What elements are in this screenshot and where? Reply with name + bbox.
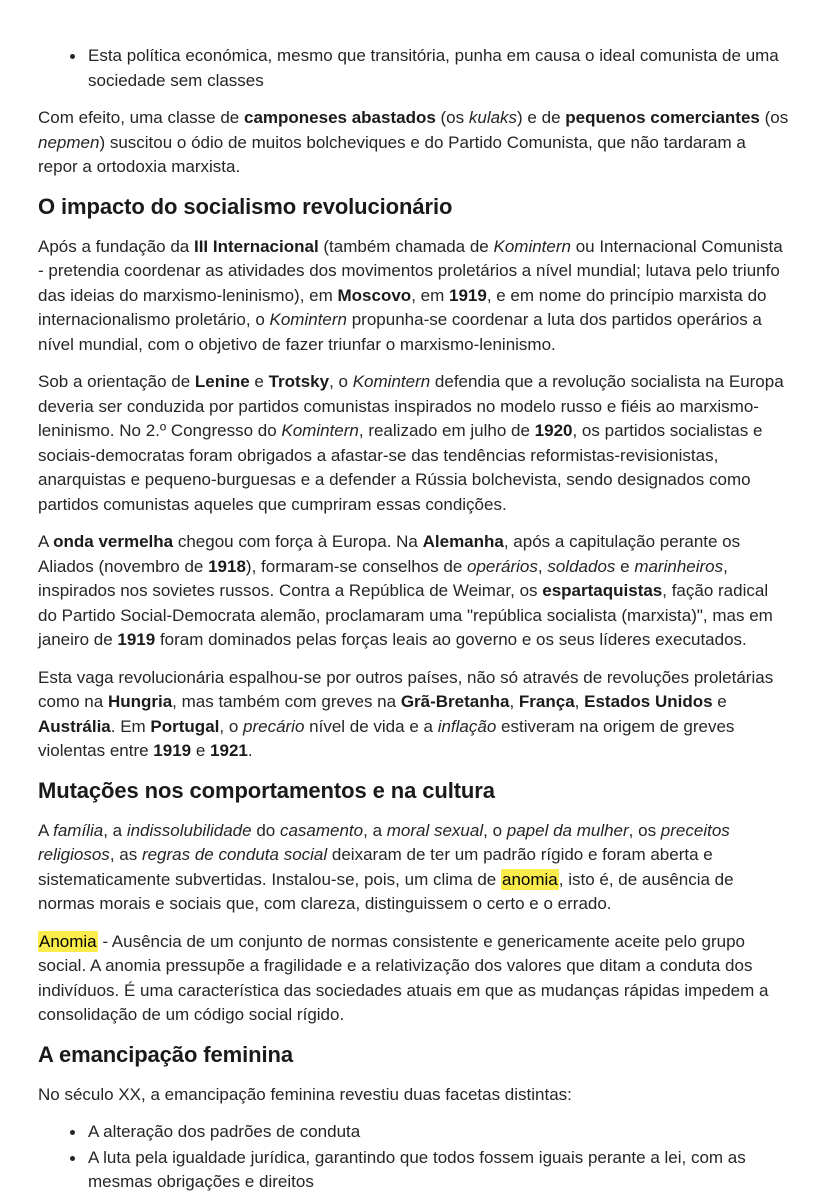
text-run: , e em nome do princípio marxista do internacionalismo proletário, o — [38, 285, 767, 329]
text-run: , os partidos socialistas e sociais-democratas foram obrigados a afastar-se das tendências reformistas-revisionistas, anarquistas e pequeno-burguesas e a defender a Rússia bolchevista, sendo designados como partidos comunistas aqueles que cumpriram essas condições. — [38, 421, 763, 514]
text-run: , mas também com greves na — [172, 692, 401, 711]
text-run: Com efeito, uma classe de — [38, 108, 244, 127]
bold-run: Hungria — [107, 692, 173, 711]
italic-run: Komintern — [281, 421, 359, 440]
text-run: defendia que a revolução socialista na Europa deveria ser conduzida por partidos comunistas inspirados no modelo russo e fiéis ao marxismo-leninismo. No 2.º Congresso do — [38, 372, 784, 440]
text-run: , o — [219, 716, 243, 736]
bold-run: 1918 — [208, 556, 246, 576]
italic-run: precário — [243, 716, 305, 736]
paragraph-lenine-trotsky — [38, 370, 790, 517]
document-body — [38, 44, 790, 1195]
heading-emancipacao-feminina: A emancipação feminina — [38, 1041, 293, 1067]
text-run: , a — [103, 820, 127, 840]
text-run: A — [38, 820, 54, 840]
text-run: , o — [329, 372, 353, 391]
text-run: , após a capitulação perante os Aliados (novembro de — [38, 532, 741, 576]
bold-run: Lenine — [194, 372, 250, 391]
text-run: No século XX, a emancipação feminina revestiu duas facetas distintas: — [38, 1084, 572, 1104]
text-run: , as — [109, 845, 142, 864]
text-run: - Ausência de um conjunto de normas consistente e genericamente aceite pelo grupo social. A anomia pressupõe a fragilidade e a relativização dos valores que ditam a conduta dos indivíduos. É uma característica das sociedades atuais em que as mudanças rápidas impedem a consolidação de um código social rígido. — [38, 931, 769, 1024]
italic-run: regras de conduta social — [141, 845, 328, 864]
italic-run: família — [53, 820, 104, 840]
italic-run: moral sexual — [386, 820, 484, 840]
text-run: , — [537, 556, 548, 576]
text-run: ), formaram-se conselhos de — [245, 556, 468, 576]
bold-run: 1919 — [153, 741, 192, 760]
bold-run: Trotsky — [268, 372, 330, 391]
italic-run: indissolubilidade — [126, 820, 252, 840]
italic-run: soldados — [547, 556, 616, 576]
text-run: , fação radical do Partido Social-Democrata alemão, proclamaram uma "república socialista (marxista)", mas em janeiro de — [38, 581, 773, 649]
text-run: A alteração dos padrões de conduta — [88, 1122, 361, 1141]
bold-run: Alemanha — [422, 532, 504, 551]
bold-run: Moscovo — [337, 285, 412, 305]
highlighted-term: anomia — [501, 869, 558, 889]
text-run: propunha-se coordenar a luta dos partidos operários a nível mundial, com o objetivo de fazer triunfar o marxismo-leninismo. — [38, 310, 762, 354]
text-run: ou Internacional Comunista - pretendia coordenar as atividades dos movimentos proletários a nível mundial; lutava pelo triunfo das ideias do marxismo-leninismo), em — [38, 236, 783, 305]
text-run: deixaram de ter um padrão rígido e foram aberta e sistematicamente subvertidas. Instalou-se, pois, um clima de — [38, 845, 713, 889]
italic-run: Komintern — [352, 372, 431, 391]
paragraph-onda-vermelha — [38, 530, 790, 653]
text-run: foram dominados pelas forças leais ao governo e os seus líderes executados. — [155, 630, 747, 649]
text-run: Sob a orientação de — [38, 372, 195, 391]
text-run: chegou com força à Europa. Na — [173, 532, 423, 551]
text-run: e — [191, 741, 211, 760]
text-run: , a — [363, 820, 387, 840]
text-run: , inspirados nos sovietes russos. Contra a República de Weimar, os — [38, 556, 728, 600]
text-run: Esta vaga revolucionária espalhou-se por outros países, não só através de revoluções proletárias como na — [38, 667, 774, 711]
italic-run: operários — [467, 556, 538, 576]
text-run: (os — [435, 108, 469, 127]
italic-run: Komintern — [269, 310, 347, 329]
intro-bullet-list — [38, 44, 790, 93]
heading-impacto-socialismo-revolucionario: O impacto do socialismo revolucionário — [38, 193, 453, 219]
bold-run: Portugal — [150, 716, 220, 736]
paragraph-seculo-xx-facetas — [38, 1083, 790, 1108]
text-run: nível de vida e a — [304, 716, 438, 736]
italic-run: papel da mulher — [506, 820, 629, 840]
bold-run: 1921 — [210, 741, 248, 760]
text-run: e — [615, 556, 635, 576]
text-run: e — [712, 692, 727, 711]
italic-run: marinheiros — [634, 556, 724, 576]
text-run: (os — [759, 108, 789, 127]
text-run: , — [574, 692, 585, 711]
paragraph-familia-anomia — [38, 819, 790, 917]
bold-run: III Internacional — [193, 236, 319, 256]
italic-run: preceitos religiosos — [38, 820, 730, 864]
bold-run: espartaquistas — [542, 581, 663, 600]
text-run: . Em — [110, 716, 151, 736]
top-spacer — [38, 30, 790, 44]
list-item — [70, 1146, 790, 1195]
text-run: estiveram na origem de greves violentas entre — [38, 716, 735, 760]
bold-run: pequenos comerciantes — [565, 108, 760, 127]
text-run: , o — [483, 820, 507, 840]
italic-run: nepmen — [38, 132, 100, 152]
italic-run: inflação — [437, 716, 497, 736]
bold-run: França — [518, 692, 575, 711]
italic-run: casamento — [279, 820, 364, 840]
italic-run: kulaks — [468, 108, 518, 127]
list-item — [70, 44, 790, 93]
bold-run: Estados Unidos — [584, 692, 713, 711]
text-run: ) suscitou o ódio de muitos bolcheviques e do Partido Comunista, que não tardaram a repor a ortodoxia marxista. — [38, 132, 746, 176]
bold-run: 1919 — [448, 285, 487, 305]
paragraph-definicao-anomia — [38, 930, 790, 1028]
text-run: Esta política económica, mesmo que transitória, punha em causa o ideal comunista de uma sociedade sem classes — [88, 46, 779, 90]
text-run: Após a fundação da — [38, 236, 194, 256]
list-item — [70, 1120, 790, 1145]
text-run: A luta pela igualdade jurídica, garantindo que todos fossem iguais perante a lei, com as mesmas obrigações e direitos — [88, 1147, 746, 1191]
bold-run: Austrália — [38, 716, 111, 736]
text-run: , em — [411, 285, 449, 305]
bold-run: Grã-Bretanha — [400, 692, 510, 711]
heading-mutacoes-comportamentos-cultura: Mutações nos comportamentos e na cultura — [38, 777, 495, 803]
text-run: , os — [628, 820, 661, 840]
paragraph-camponeses-abastados — [38, 106, 790, 180]
text-run: A — [38, 532, 54, 551]
text-run: (também chamada de — [318, 236, 494, 256]
italic-run: Komintern — [493, 236, 571, 256]
paragraph-vaga-revolucionaria — [38, 666, 790, 764]
text-run: e — [249, 372, 269, 391]
highlighted-term: Anomia — [39, 931, 97, 951]
text-run: , — [509, 692, 519, 711]
bold-run: 1919 — [117, 630, 156, 649]
text-run: do — [251, 820, 280, 840]
text-run: , realizado em julho de — [358, 421, 535, 440]
bold-run: camponeses abastados — [243, 108, 436, 127]
bold-run: 1920 — [534, 421, 573, 440]
text-run: ) e de — [517, 108, 566, 127]
paragraph-iii-internacional — [38, 235, 790, 358]
emancipacao-bullet-list — [38, 1120, 790, 1195]
text-run: . — [247, 741, 253, 760]
text-run: , isto é, de ausência de normas morais e sociais que, com clareza, distinguissem o certo e o errado. — [38, 869, 734, 913]
bold-run: onda vermelha — [53, 532, 174, 551]
